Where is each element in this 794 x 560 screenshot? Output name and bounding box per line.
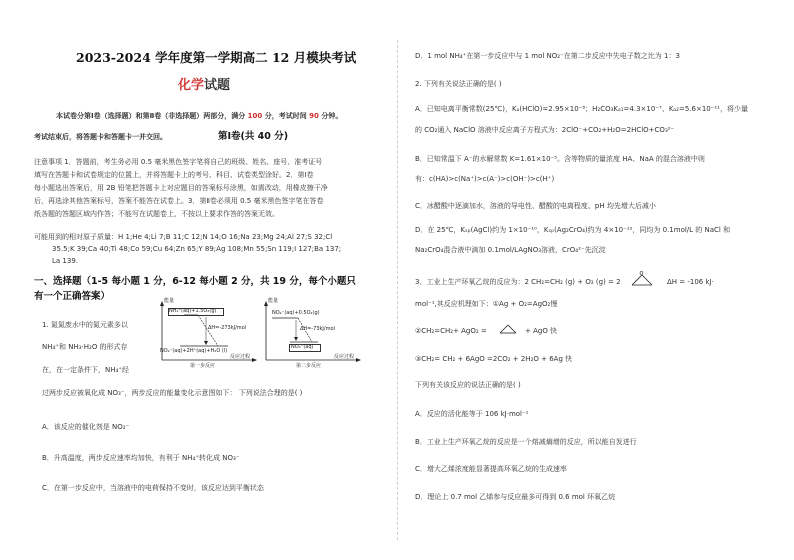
atomic-masses-line: 可能用到的相对原子质量：H 1;He 4;Li 7;B 11;C 12;N 14;O 16;Na 23;Mg 24;Al 27;S 32;Cl: [34, 233, 333, 241]
q1-option-c: C．在第一步反应中，当溶液中的电荷保持不变时，该反应达到平衡状态: [42, 484, 264, 492]
q3-enthalpy: ΔH = -106 kJ·: [667, 278, 714, 286]
q2-option-b: B．已知常温下 A⁻的水解常数 K=1.61×10⁻⁵。含等物质的量浓度 HA、NaA 的混合溶液中则: [415, 155, 705, 163]
q3-mechanism: ③CH₂= CH₂ + 6AgO =2CO₂ + 2H₂O + 6Ag 快: [415, 355, 573, 363]
q3-question: 下列有关该反应的说法正确的是( ): [415, 381, 521, 389]
q2-option-d: Na₂CrO₄混合液中滴加 0.1mol/LAgNO₃溶液，CrO₄²⁻先沉淀: [415, 246, 606, 254]
part-one-heading: 第Ⅰ卷(共 40 分): [218, 131, 289, 142]
intro-text: 分钟。: [318, 112, 343, 120]
epoxide-structure-icon: [497, 322, 519, 336]
q2-option-c: C．冰醋酸中逐滴加水，溶液的导电性、醋酸的电离程度、pH 均先增大后减小: [415, 202, 656, 210]
q3-mechanism: ②CH₂=CH₂+ AgO₂ =: [415, 327, 487, 335]
section-heading: 一、选择题（1-5 每小题 1 分，6-12 每小题 2 分，共 19 分，每个小题只: [34, 276, 356, 287]
axis-label-energy: 能量: [164, 298, 175, 304]
q3-option-b: B．工业上生产环氧乙烷的反应是一个熔减熵增的反应，所以能自发进行: [415, 438, 637, 446]
intro-line-1: [56, 112, 342, 121]
q1-stem: 过两步反应被氧化成 NO₃⁻，两步反应的能量变化示意图如下： 下列说法合理的是( ): [42, 389, 303, 397]
product-label: NO₃⁻(aq): [291, 344, 314, 350]
notes-line: 每小题选出答案后，用 2B 铅笔把答题卡上对应题目的答案标号涂黑，如需改动，用橡皮擦干净: [34, 184, 328, 192]
exam-subject: [178, 78, 230, 94]
notes-line: 纸各题的答题区域内作答；不能写在试题卷上，不按以上要求作答的答案无效。: [34, 210, 279, 218]
q1-stem: NH₄⁺和 NH₃·H₂O 的形式存: [42, 343, 128, 351]
score-value: 100: [247, 112, 263, 120]
q2-option-b: 有：c(HA)>c(Na⁺)>c(A⁻)>c(OH⁻)>c(H⁺): [415, 175, 555, 183]
time-value: 90: [309, 112, 319, 120]
q1-option-d: D．1 mol NH₄⁺在第一步反应中与 1 mol NO₂⁻在第二步反应中失电子数之比为 1：3: [415, 52, 680, 60]
reactant-label: NH₄⁺(aq)+1.5O₂(g): [169, 308, 217, 314]
subject-red: 化学: [178, 78, 205, 93]
svg-text:O: O: [639, 271, 644, 277]
q2-option-a: A．已知电离平衡常数(25℃)，Kₐ(HClO)=2.95×10⁻⁸；H₂CO₃Kₐ₁=4.3×10⁻⁷、Kₐ₂=5.6×10⁻¹¹，将少量: [415, 105, 749, 113]
energy-diagram-step1: [158, 298, 258, 370]
diagram-caption: 第二步反应: [296, 363, 322, 369]
q3-option-a: A．反应的活化能等于 106 kJ·mol⁻¹: [415, 410, 529, 418]
subject-black: 试题: [204, 78, 231, 93]
right-column: [397, 0, 794, 560]
reactant-label: NO₂⁻(aq)+0.5O₂(g): [272, 310, 320, 316]
intro-text: 本试卷分第Ⅰ卷（选择题）和第Ⅱ卷（非选择题）两部分，满分: [56, 112, 248, 120]
intro-line-2: 考试结束后，将答题卡和答题卡一并交回。: [34, 133, 167, 141]
q1-stem: 1. 氮氮废水中的氮元素多以: [42, 321, 128, 329]
diagram-caption: 第一步反应: [190, 363, 216, 369]
enthalpy-label: ΔH=-73kJ/mol: [300, 326, 335, 332]
notes-line: 填写在答题卡和试卷规定的位置上，并将答题卡上的考号、科目、试卷类型涂好。2．第Ⅰ卷: [34, 171, 314, 179]
epoxide-structure-icon: [629, 271, 655, 289]
atomic-masses-line: 35.5;K 39;Ca 40;Ti 48;Co 59;Cu 64;Zn 65;Y 89;Ag 108;Mn 55;Sn 119;I 127;Ba 137;: [52, 245, 342, 253]
q1-option-a: A．该反应的催化剂是 NO₂⁻: [42, 423, 130, 431]
q3-option-c: C．增大乙烯浓度能显著提高环氧乙烷的生成速率: [415, 465, 567, 473]
q2-option-a: 的 CO₂通入 NaClO 溶液中反应离子方程式为：2ClO⁻+CO₂+H₂O=2HClO+CO₃²⁻: [415, 126, 675, 134]
enthalpy-label: ΔH=-273kJ/mol: [208, 325, 247, 331]
q2-stem: 2. 下列有关说法正确的是( ): [415, 80, 502, 88]
axis-label-energy: 能量: [268, 298, 279, 304]
q3-option-d: D．理论上 0.7 mol 乙烯参与反应最多可得到 0.6 mol 环氧乙烷: [415, 493, 616, 501]
product-label: NO₂⁻(aq)+2H⁺(aq)+H₂O (l): [160, 348, 228, 354]
q2-option-d: D．在 25℃，Kₛₚ(AgCl)约为 1×10⁻¹⁰，Kₛₚ(Ag₂CrO₄)约为 4×10⁻¹²，同均为 0.1mol/L 的 NaCl 和: [415, 226, 731, 234]
axis-label-process: 反应过程: [230, 354, 251, 360]
exam-title: 2023-2024 学年度第一学期高二 12 月模块考试: [76, 50, 357, 65]
notes-line: 注意事项 1．答题前，考生务必用 0.5 毫米黑色签字笔将自己的班级、姓名、座号、准考证号: [34, 158, 323, 166]
q1-stem: 在，在一定条件下，NH₄⁺经: [42, 366, 130, 374]
q3-mechanism: + AgO 快: [525, 327, 558, 335]
notes-line: 后，再选涂其他答案标号，答案不能答在试卷上。3．第Ⅱ卷必须用 0.5 毫米黑色签字笔在答卷: [34, 197, 324, 205]
intro-text: 分，考试时间: [262, 112, 310, 120]
axis-label-process: 反应过程: [334, 354, 355, 360]
q3-stem: 3．工业上生产环氧乙烷的反应为：2 CH₂=CH₂ (g) + O₂ (g) = 2: [415, 278, 621, 286]
q3-mechanism: mol⁻¹,其反应机理如下：①Ag + O₂=AgO₂慢: [415, 300, 558, 308]
q1-option-b: B．升高温度，两步反应速率均加快，有利于 NH₄⁺转化成 NO₃⁻: [42, 454, 240, 462]
atomic-masses-line: La 139.: [52, 257, 79, 265]
energy-diagram-step2: [262, 298, 362, 370]
section-heading: 有一个正确答案）: [34, 291, 111, 302]
